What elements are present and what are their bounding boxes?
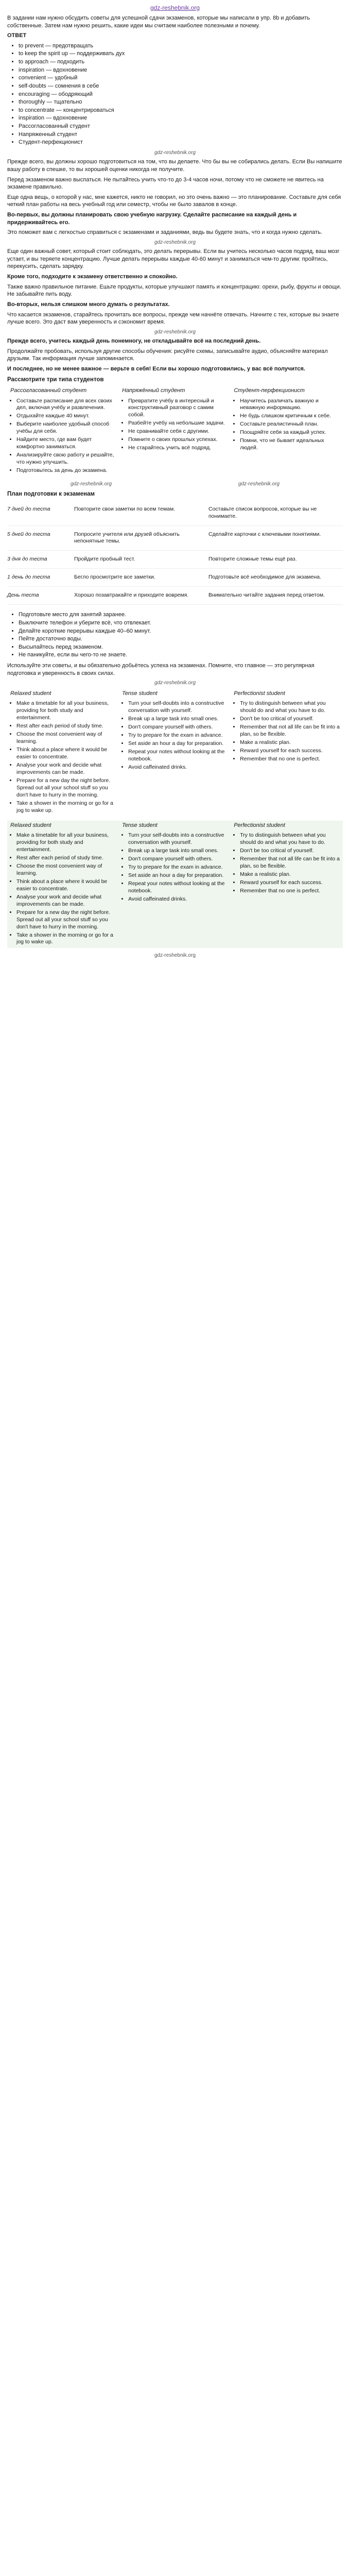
vocab-item: • to approach — подходить [19, 58, 343, 66]
vocab-item: • inspiration — вдохновение [19, 66, 343, 74]
list-item: • Reward yourself for each success. [240, 748, 340, 755]
table-cell [231, 397, 343, 477]
bold-tip [7, 337, 343, 345]
en-students-table [7, 689, 343, 817]
list-item: • Не будь слишком критичным к себе. [240, 413, 340, 420]
list-item: • Выберите наиболее удобный способ учёбы для себя. [16, 421, 116, 435]
list-item: • Prepare for a new day the night before. Spread out all your school stuff so you don't have to hurry in the morning. [16, 909, 116, 931]
list-item: • Reward yourself for each success. [240, 879, 340, 887]
plan-day: 5 дней до теста [7, 531, 50, 537]
closing-paragraph: Используйте эти советы, и вы обязательно добьётесь успеха на экзаменах. Помните, что главное — это регулярная подготовка и уверенность в своих силах. [7, 663, 314, 676]
table-header: Perfectionist student [234, 822, 285, 828]
plan-cell: Пройдите пробный тест. [74, 556, 135, 563]
table-header-row [7, 386, 343, 397]
table-header-row [7, 689, 343, 700]
list-item: • Make a timetable for all your business, providing for both study and entertainment. [16, 700, 116, 722]
list-item: • Make a timetable for all your business, providing for both study and entertainment. [16, 832, 116, 854]
plan-row [7, 501, 343, 526]
list-item: • Choose the most convenient way of learning. [16, 731, 116, 745]
list-item: • Repeat your notes without looking at the notebook. [128, 880, 227, 895]
answer-label-text: ОТВЕТ [7, 32, 27, 39]
body-paragraph: Еще одна вещь, о которой у нас, мне кажется, никто не говорил, но это очень важно — это планирование. Составьте для себя четкий план работы на весь учебный год или семестр, чтобы не было завалов в конце. [7, 194, 341, 208]
vocab-item: • to keep the spirit up — поддерживать дух [19, 50, 343, 58]
list-item: • Break up a large task into small ones. [128, 848, 227, 855]
table-row [7, 397, 343, 477]
table-row [7, 699, 343, 816]
watermark: gdz-reshebnik.org [154, 149, 196, 156]
vocab-list [19, 42, 343, 146]
vocab-item: • Рассогласованный студент [19, 123, 343, 130]
plan-row [7, 551, 343, 569]
list-item: • Turn your self-doubts into a constructive conversation with yourself. [128, 700, 227, 715]
list-item: • Не сравнивайте себя с другими. [128, 428, 227, 435]
list-item: • Don't compare yourself with others. [128, 856, 227, 863]
table-header: Perfectionist student [234, 690, 285, 697]
list-item: • Analyse your work and decide what improvements can be made. [16, 894, 116, 908]
table-header: Relaxed student [10, 822, 51, 828]
list-item: • Анализируйте свою работу и решайте, что нужно улучшить. [16, 452, 116, 466]
list-item: • Превратите учёбу в интересный и конструктивный разговор с самим собой. [128, 398, 227, 419]
en-students-table-repeat [7, 821, 343, 948]
ru-students-table [7, 386, 343, 477]
plan-day: 1 день до теста [7, 574, 50, 581]
table-row [7, 831, 343, 948]
list-item: • Repeat your notes without looking at the notebook. [128, 749, 227, 763]
vocab-item: • Студент-перфекционист [19, 139, 343, 146]
list-item: • Выключите телефон и уберите всё, что отвлекает. [19, 619, 343, 627]
list-item: • Turn your self-doubts into a constructive conversation with yourself. [128, 832, 227, 846]
list-item: • Не паникуйте, если вы чего-то не знаете. [19, 651, 343, 659]
plan-day: 7 дней до теста [7, 505, 50, 512]
table-header: Рассогласованный студент [10, 387, 87, 394]
vocab-item: • Напряженный студент [19, 131, 343, 139]
table-cell [231, 699, 343, 816]
plan-day: День теста [7, 592, 39, 599]
list-item: • Break up a large task into small ones. [128, 716, 227, 723]
list-item: • Try to prepare for the exam in advance. [128, 864, 227, 871]
table-cell [7, 397, 119, 477]
answer-label [7, 32, 343, 40]
body-paragraph: Продолжайте пробовать, используя другие способы обучения: рисуйте схемы, записывайте аудио, объясняйте материал друзьям. Так информация лучше запоминается. [7, 348, 328, 362]
watermark-row [7, 481, 343, 487]
list-item: • Remember that not all life can be fit into a plan, so be flexible. [240, 724, 340, 738]
bold-tip-text: Прежде всего, учитесь каждый день понемногу, не откладывайте всё на последний день. [7, 338, 261, 345]
vocab-item: • thoroughly — тщательно [19, 98, 343, 106]
plan-row [7, 569, 343, 587]
plan-table [7, 501, 343, 605]
vocab-item: • to concentrate — концентрироваться [19, 107, 343, 114]
bold-tip [7, 273, 343, 281]
list-item: • Пейте достаточно воды. [19, 635, 343, 643]
list-item: • Помни, что не бывает идеальных людей. [240, 437, 340, 452]
list-item: • Choose the most convenient way of learning. [16, 863, 116, 877]
vocab-item: • self-doubts — сомнения в себе [19, 82, 343, 90]
plan-cell: Подготовьте всё необходимое для экзамена. [208, 574, 322, 581]
body-paragraph: Прежде всего, вы должны хорошо подготовиться на том, что вы делаете. Что бы вы не собирались делать. Если Вы напишите вашу работу в спешке, то вы хорошей оценки никогда не получите. [7, 159, 342, 173]
site-header [7, 4, 343, 12]
list-item: • Remember that no one is perfect. [240, 756, 340, 763]
closing-list [19, 611, 343, 659]
list-item: • Try to distinguish between what you should do and what you have to do. [240, 832, 340, 846]
table-header: Tense student [122, 822, 157, 828]
watermark: gdz-reshebnik.org [70, 481, 112, 487]
plan-cell: Попросите учителя или друзей объяснить непонятные темы. [74, 531, 180, 545]
list-item: • Составьте реалистичный план. [240, 421, 340, 428]
list-item: • Научитесь различать важную и неважную информацию. [240, 398, 340, 412]
list-item: • Don't be too critical of yourself. [240, 716, 340, 723]
footer: gdz-reshebnik.org [154, 953, 196, 959]
plan-row [7, 526, 343, 551]
body-paragraph: Также важно правильное питание. Ешьте продукты, которые улучшают память и концентрацию: орехи, рыбу, фрукты и овощи. Не забывайте пить воду. [7, 283, 341, 298]
table-header: Tense student [122, 690, 157, 697]
list-item: • Think about a place where it would be easier to concentrate. [16, 747, 116, 761]
list-item: • Take a shower in the morning or go for a jog to wake up. [16, 932, 116, 946]
list-item: • Remember that not all life can be fit into a plan, so be flexible. [240, 856, 340, 870]
list-item: • Remember that no one is perfect. [240, 888, 340, 895]
table-cell [119, 397, 231, 477]
watermark: gdz-reshebnik.org [154, 239, 196, 245]
body-paragraph: Перед экзаменом важно выспаться. Не пытайтесь учить что-то до 3-4 часов ночи, потому что не сможете не явитесь на экзамене правильно. [7, 176, 324, 191]
table-header: Relaxed student [10, 690, 51, 697]
plan-cell: Повторите сложные темы ещё раз. [208, 556, 297, 563]
watermark: gdz-reshebnik.org [154, 680, 196, 686]
table-header: Студент-перфекционист [234, 387, 305, 394]
bold-tip-text: Кроме того, подходите к экзамену ответственно и спокойно. [7, 274, 178, 280]
section-heading: Рассмотрите три типа студентов [7, 376, 104, 383]
list-item: • Avoid caffeinated drinks. [128, 764, 227, 771]
table-cell [119, 831, 231, 948]
vocab-item: • convenient — удобный [19, 74, 343, 82]
plan-cell: Составьте список вопросов, которые вы не понимаете. [208, 505, 317, 519]
plan-cell: Сделайте карточки с ключевыми понятиями. [208, 531, 321, 537]
list-item: • Take a shower in the morning or go for a jog to wake up. [16, 800, 116, 815]
list-item: • Подготовьтесь за день до экзамена. [16, 467, 116, 474]
list-item: • Не старайтесь учить всё подряд. [128, 445, 227, 452]
watermark: gdz-reshebnik.org [238, 481, 280, 487]
list-item: • Поощряйте себя за каждый успех. [240, 429, 340, 436]
list-item: • Make a realistic plan. [240, 739, 340, 747]
list-item: • Rest after each period of study time. [16, 723, 116, 730]
table-cell [7, 831, 119, 948]
intro-paragraph: В задании нам нужно обсудить советы для успешной сдачи экзаменов, которые мы написали в упр. 8b и добавить собственные. Затем нам нужно решить, какие идеи мы считаем наиболее полезными и почему. [7, 14, 310, 29]
body-paragraph: Еще один важный совет, который стоит соблюдать, это делать перерывы. Если вы учитесь несколько часов подряд, ваш мозг устает, и вы теряете концентрацию. Лучше делать перерывы каждые 40-60 минут и заниматься чем-то другим: пройтись, перекусить, сделать зарядку. [7, 248, 340, 270]
bold-tip [7, 211, 343, 226]
body-paragraph: Что касается экзаменов, старайтесь прочитать все вопросы, прежде чем начнёте отвечать. Начните с тех, которые вы знаете лучше всего. Это даст вам уверенность и сэкономит время. [7, 311, 339, 326]
bold-tip-text: И последнее, но не менее важное — верьте в себя! Если вы хорошо подготовились, у вас всё получится. [7, 365, 305, 372]
table-cell [231, 831, 343, 948]
list-item: • Think about a place where it would be easier to concentrate. [16, 878, 116, 893]
list-item: • Подготовьте место для занятий заранее. [19, 611, 343, 619]
list-item: • Try to distinguish between what you should do and what you have to do. [240, 700, 340, 715]
list-item: • Делайте короткие перерывы каждые 40–60 минут. [19, 628, 343, 635]
vocab-item: • to prevent — предотвращать [19, 42, 343, 50]
list-item: • Set aside an hour a day for preparation. [128, 872, 227, 879]
list-item: • Отдыхайте каждые 40 минут. [16, 413, 116, 420]
watermark: gdz-reshebnik.org [154, 329, 196, 335]
body-paragraph: Это поможет вам с легкостью справиться с экзаменами и заданиями, ведь вы будете знать, что и когда нужно сделать. [7, 229, 322, 236]
plan-title: План подготовки к экзаменам [7, 491, 95, 498]
table-cell [119, 699, 231, 816]
vocab-item: • inspiration — вдохновение [19, 114, 343, 122]
bold-tip-text: Во-первых, вы должны планировать свою учебную нагрузку. Сделайте расписание на каждый день и придерживайтесь его. [7, 212, 297, 226]
bold-tip [7, 365, 343, 373]
list-item: • Don't be too critical of yourself. [240, 848, 340, 855]
plan-cell: Бегло просмотрите все заметки. [74, 574, 155, 581]
table-header-row [7, 821, 343, 832]
list-item: • Set aside an hour a day for preparation. [128, 740, 227, 748]
list-item: • Don't compare yourself with others. [128, 724, 227, 731]
vocab-item: • encouraging — ободряющий [19, 91, 343, 98]
plan-cell: Внимательно читайте задания перед ответом. [208, 592, 325, 599]
bold-tip [7, 301, 343, 309]
bold-tip-text: Во-вторых, нельзя слишком много думать о результатах. [7, 301, 170, 308]
list-item: • Разбейте учёбу на небольшие задачи. [128, 420, 227, 427]
list-item: • Analyse your work and decide what improvements can be made. [16, 762, 116, 776]
list-item: • Make a realistic plan. [240, 871, 340, 878]
list-item: • Составьте расписание для всех своих дел, включая учёбу и развлечения. [16, 398, 116, 412]
site-link[interactable]: gdz-reshebnik.org [150, 4, 200, 11]
list-item: • Rest after each period of study time. [16, 855, 116, 862]
list-item: • Высыпайтесь перед экзаменом. [19, 643, 343, 651]
list-item: • Помните о своих прошлых успехах. [128, 436, 227, 444]
list-item: • Найдите место, где вам будет комфортно заниматься. [16, 436, 116, 451]
plan-row [7, 587, 343, 605]
list-item: • Avoid caffeinated drinks. [128, 896, 227, 903]
plan-day: 3 дня до теста [7, 556, 47, 563]
plan-cell: Повторите свои заметки по всем темам. [74, 505, 176, 512]
list-item: • Prepare for a new day the night before. Spread out all your school stuff so you don't have to hurry in the morning. [16, 777, 116, 799]
table-header: Напряжённый студент [122, 387, 185, 394]
list-item: • Try to prepare for the exam in advance. [128, 732, 227, 739]
plan-cell: Хорошо позавтракайте и приходите вовремя. [74, 592, 189, 599]
table-cell [7, 699, 119, 816]
